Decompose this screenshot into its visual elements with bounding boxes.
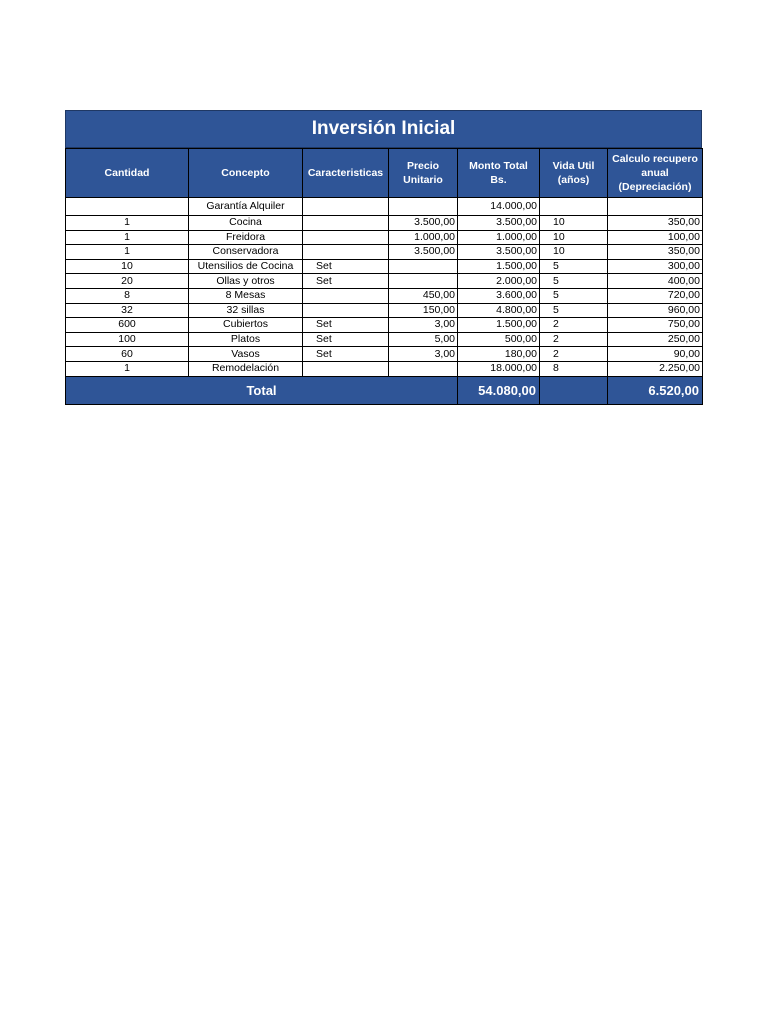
cell-vida-util: 5	[540, 259, 608, 274]
cell-concepto: Cocina	[189, 216, 303, 231]
cell-calculo-recupero: 90,00	[608, 347, 703, 362]
table-footer	[66, 376, 703, 404]
cell-cantidad: 600	[66, 318, 189, 333]
cell-calculo-recupero: 300,00	[608, 259, 703, 274]
cell-precio-unitario	[389, 361, 458, 376]
total-recupero: 6.520,00	[608, 376, 703, 404]
table-title: Inversión Inicial	[65, 110, 702, 148]
table-row	[66, 288, 703, 303]
cell-cantidad: 1	[66, 245, 189, 260]
cell-vida-util: 10	[540, 230, 608, 245]
cell-calculo-recupero: 350,00	[608, 216, 703, 231]
header-calculo-recupero: Calculo recupero anual (Depreciación)	[608, 149, 703, 198]
cell-precio-unitario: 3.500,00	[389, 216, 458, 231]
cell-monto-total: 3.600,00	[458, 288, 540, 303]
cell-concepto: Freidora	[189, 230, 303, 245]
cell-cantidad: 1	[66, 230, 189, 245]
cell-monto-total: 2.000,00	[458, 274, 540, 289]
cell-vida-util: 2	[540, 347, 608, 362]
table-body	[66, 198, 703, 377]
cell-cantidad: 1	[66, 216, 189, 231]
table-row	[66, 318, 703, 333]
cell-cantidad	[66, 198, 189, 216]
cell-calculo-recupero: 720,00	[608, 288, 703, 303]
header-cantidad: Cantidad	[66, 149, 189, 198]
cell-precio-unitario: 150,00	[389, 303, 458, 318]
cell-caracteristicas: Set	[303, 259, 389, 274]
cell-precio-unitario: 450,00	[389, 288, 458, 303]
table-row	[66, 361, 703, 376]
cell-precio-unitario	[389, 198, 458, 216]
cell-calculo-recupero: 400,00	[608, 274, 703, 289]
inversion-table	[65, 148, 703, 405]
cell-monto-total: 18.000,00	[458, 361, 540, 376]
cell-vida-util: 10	[540, 245, 608, 260]
cell-concepto: Platos	[189, 332, 303, 347]
cell-concepto: Ollas y otros	[189, 274, 303, 289]
cell-cantidad: 8	[66, 288, 189, 303]
cell-concepto: 8 Mesas	[189, 288, 303, 303]
table-row	[66, 259, 703, 274]
cell-monto-total: 1.500,00	[458, 318, 540, 333]
cell-precio-unitario: 3,00	[389, 347, 458, 362]
table-row	[66, 347, 703, 362]
total-label: Total	[66, 376, 458, 404]
cell-precio-unitario	[389, 259, 458, 274]
cell-precio-unitario: 1.000,00	[389, 230, 458, 245]
table-row	[66, 332, 703, 347]
cell-caracteristicas: Set	[303, 332, 389, 347]
cell-vida-util: 2	[540, 332, 608, 347]
cell-concepto: Conservadora	[189, 245, 303, 260]
cell-calculo-recupero: 750,00	[608, 318, 703, 333]
cell-monto-total: 14.000,00	[458, 198, 540, 216]
cell-cantidad: 1	[66, 361, 189, 376]
cell-concepto: Utensilios de Cocina	[189, 259, 303, 274]
cell-monto-total: 3.500,00	[458, 216, 540, 231]
cell-concepto: Garantía Alquiler	[189, 198, 303, 216]
cell-precio-unitario: 3,00	[389, 318, 458, 333]
cell-precio-unitario: 3.500,00	[389, 245, 458, 260]
total-monto: 54.080,00	[458, 376, 540, 404]
cell-monto-total: 3.500,00	[458, 245, 540, 260]
cell-calculo-recupero: 250,00	[608, 332, 703, 347]
table-row	[66, 198, 703, 216]
cell-cantidad: 60	[66, 347, 189, 362]
cell-vida-util: 2	[540, 318, 608, 333]
cell-caracteristicas	[303, 288, 389, 303]
cell-vida-util: 5	[540, 274, 608, 289]
header-precio-unitario: Precio Unitario	[389, 149, 458, 198]
cell-cantidad: 100	[66, 332, 189, 347]
cell-caracteristicas: Set	[303, 274, 389, 289]
cell-monto-total: 180,00	[458, 347, 540, 362]
cell-cantidad: 10	[66, 259, 189, 274]
table-row	[66, 216, 703, 231]
cell-calculo-recupero	[608, 198, 703, 216]
cell-caracteristicas	[303, 216, 389, 231]
table-row	[66, 245, 703, 260]
cell-concepto: Remodelación	[189, 361, 303, 376]
cell-vida-util: 5	[540, 303, 608, 318]
header-monto-total: Monto Total Bs.	[458, 149, 540, 198]
cell-caracteristicas	[303, 361, 389, 376]
table-header	[66, 149, 703, 198]
cell-concepto: 32 sillas	[189, 303, 303, 318]
table-row	[66, 230, 703, 245]
cell-caracteristicas	[303, 198, 389, 216]
cell-caracteristicas	[303, 245, 389, 260]
cell-vida-util: 10	[540, 216, 608, 231]
cell-monto-total: 1.500,00	[458, 259, 540, 274]
table-row	[66, 274, 703, 289]
cell-calculo-recupero: 960,00	[608, 303, 703, 318]
cell-monto-total: 1.000,00	[458, 230, 540, 245]
cell-calculo-recupero: 2.250,00	[608, 361, 703, 376]
table-row	[66, 303, 703, 318]
header-vida-util: Vida Util (años)	[540, 149, 608, 198]
cell-calculo-recupero: 350,00	[608, 245, 703, 260]
header-caracteristicas: Caracteristicas	[303, 149, 389, 198]
cell-cantidad: 32	[66, 303, 189, 318]
cell-caracteristicas: Set	[303, 318, 389, 333]
cell-vida-util: 8	[540, 361, 608, 376]
cell-monto-total: 4.800,00	[458, 303, 540, 318]
inversion-inicial-sheet	[65, 110, 702, 405]
header-concepto: Concepto	[189, 149, 303, 198]
cell-calculo-recupero: 100,00	[608, 230, 703, 245]
cell-precio-unitario	[389, 274, 458, 289]
cell-cantidad: 20	[66, 274, 189, 289]
cell-caracteristicas	[303, 230, 389, 245]
cell-concepto: Cubiertos	[189, 318, 303, 333]
cell-caracteristicas: Set	[303, 347, 389, 362]
cell-concepto: Vasos	[189, 347, 303, 362]
cell-precio-unitario: 5,00	[389, 332, 458, 347]
cell-vida-util: 5	[540, 288, 608, 303]
cell-monto-total: 500,00	[458, 332, 540, 347]
cell-caracteristicas	[303, 303, 389, 318]
total-vida-empty	[540, 376, 608, 404]
cell-vida-util	[540, 198, 608, 216]
